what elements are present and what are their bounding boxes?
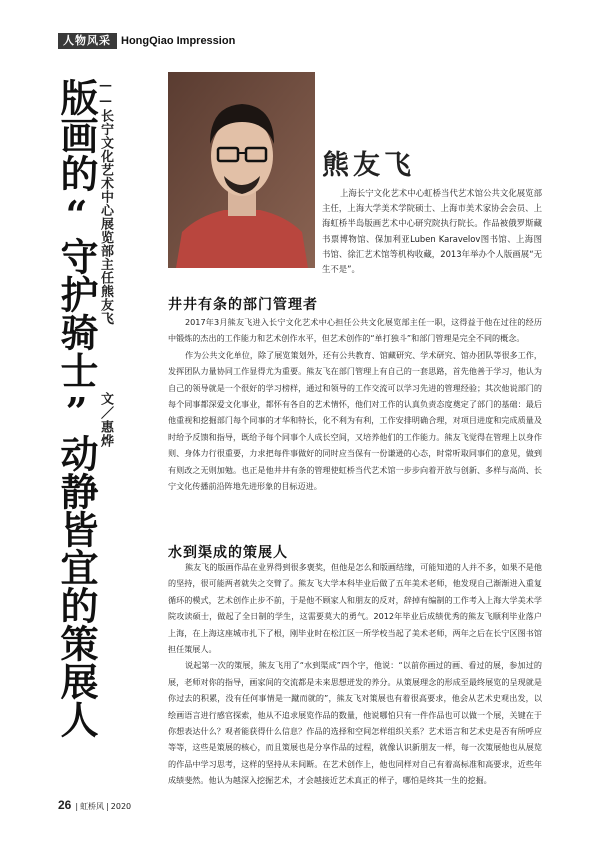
profile-name: 熊友飞	[322, 150, 415, 181]
paragraph: 熊友飞的版画作品在业界得到很多褒奖，但他是怎么和版画结缘，可能知道的人并不多，如果不是他的坚持，很可能两者就失之交臂了。熊友飞大学本科毕业后做了五年美术老师，他发现自己渐渐进入重复循环的模式，艺术创作止步不前，于是他不顾家人和朋友的反对，辞掉有编制的工作考入上海大学美术学院攻读硕士，做起了全日制的学生，这需要莫大的勇气。2012年毕业后成绩优秀的熊友飞顺利毕业落户上海，在上海这座城市扎下了根，刚毕业时在松江区一所学校当起了美术老师，两年之后在长宁区图书馆担任策展人。	[168, 562, 542, 655]
paragraph: 2017年3月熊友飞进入长宁文化艺术中心担任公共文化展览部主任一职，这得益于他在过往的经历中锻炼的杰出的工作能力和艺术创作水平，但艺术创作的“单打独斗”和部门管理是完全不同的概念。	[168, 317, 542, 344]
section-heading-management: 井井有条的部门管理者	[168, 297, 318, 313]
publication-name: HongQiao Impression	[121, 35, 236, 47]
section-heading-curator: 水到渠成的策展人	[168, 545, 288, 561]
page-number: 26	[58, 798, 72, 812]
issue-year: 2020	[110, 802, 132, 811]
footer-separator: |	[75, 802, 79, 811]
article-title: 版画的“守护骑士”动静皆宜的策展人	[54, 78, 99, 738]
section-tag: 人物风采	[58, 33, 117, 49]
page-footer	[58, 798, 131, 812]
section-body-management	[168, 314, 542, 494]
page-header	[58, 33, 235, 49]
paragraph: 作为公共文化单位，除了展览策划外，还有公共教育、馆藏研究、学术研究、馆办团队等很多工作，发挥团队力量协同工作显得尤为重要。熊友飞在部门管理上有自己的一套思路，首先他善于学习，他认为自己的领导就是一个很好的学习榜样，通过和领导的工作交流可以学习先进的管理经验；其次他说部门的每个同事都深爱文化事业，都怀有各自的艺术情怀，他们对工作的认真负责态度奠定了部门的基础：最后他重视和挖掘部门每个同事的才华和特长，化不利为有利，工作安排明确合理，对项目进度和完成质量及时给予反馈和指导，既给予每个同事个人成长空间，又培养他们的工作能力。熊友飞觉得在管理上以身作则、身体力行很重要，力求把每件事做好的同时应当保有一份谦逊的心态，时常听取同事们的意见，做到有则改之无则加勉。也正是他井井有条的管理使虹桥当代艺术馆一步步向着开放与创新、多样与高尚、长宁文化传播前沿阵地先进形象的目标迈进。	[168, 349, 542, 492]
article-subtitle: ——长宁文化艺术中心展览部主任熊友飞	[98, 78, 113, 325]
portrait-illustration	[168, 72, 315, 268]
footer-separator: |	[106, 802, 109, 811]
magazine-name: 虹桥风	[80, 802, 105, 811]
section-body-curator	[168, 559, 542, 789]
paragraph: 说起第一次的策展，熊友飞用了“水到渠成”四个字，他说：“以前你画过的画、看过的展，参加过的展，老师对你的指导，画家间的交流都是未来思想迸发的养分。从策展理念的形成至最终展览的呈现就是你过去的积累，没有任何事情是一蹴而就的”，熊友飞对策展也有着很高要求，他会从艺术史观出发，以绘画语言进行感官探索，他从不追求展览作品的数量，他说哪怕只有一件作品也可以做一个展，关键在于你想表达什么？观者能获得什么信息？作品的选择和空间怎样组织关系？艺术语言和艺术史是否有所呼应等等，这些是策展的核心，而且策展也是分享作品的过程，就像认识新朋友一样，每一次策展他也从展览的作品中学习思考，这样的坚持从未间断。在艺术创作上，他也同样对自己有着高标准和高要求，近些年成绩斐然。他认为越深入挖掘艺术，才会越接近艺术真正的样子，哪怕是终其一生的挖掘。	[168, 660, 542, 786]
profile-bio: 上海长宁文化艺术中心虹桥当代艺术馆公共文化展览部主任，上海大学美术学院硕士、上海市美术家协会会员、上海虹桥半岛版画艺术中心研究院执行院长。作品被俄罗斯藏书票博物馆、保加利亚Luben Karavelov图书馆、上海图书馆、徐汇艺术馆等机构收藏，2013年举办个人版画展“无生不是”。	[322, 188, 542, 275]
byline: 文／惠烨	[98, 392, 113, 448]
portrait-photo	[168, 72, 315, 268]
